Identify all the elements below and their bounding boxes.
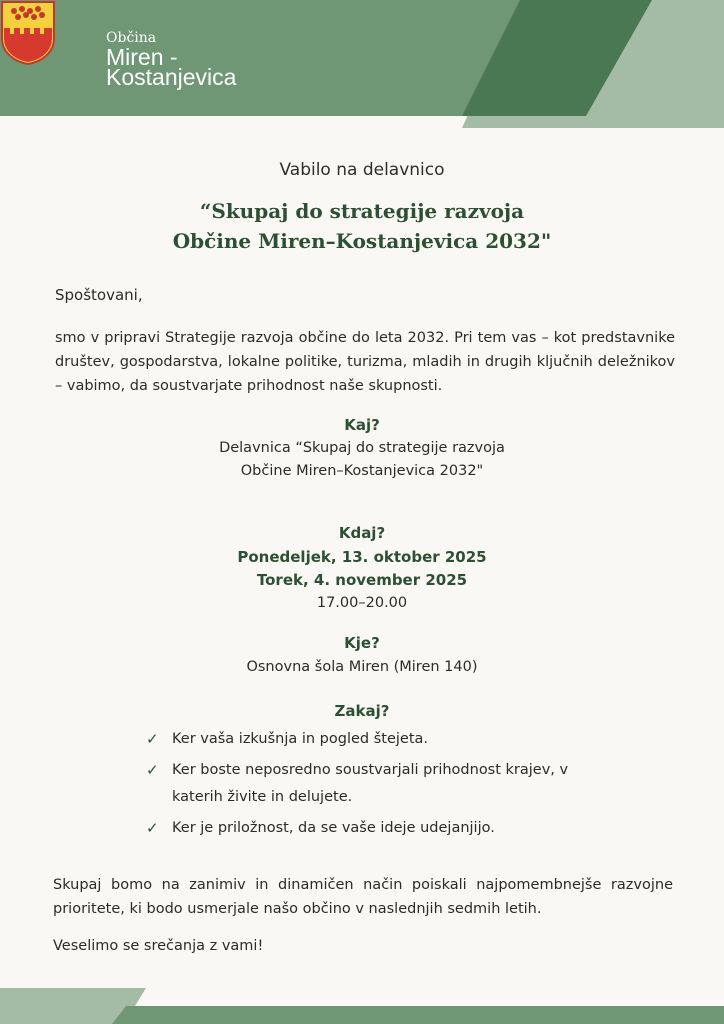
invitation-title [0,196,724,256]
when-heading: Kdaj? [338,524,386,542]
intro-paragraph: smo v pripravi Strategije razvoja občine do leta 2032. Pri tem vas – kot predstavnike društev, gospodarstva, lokalne politike, turizma, mladih in drugih ključnih deležnikov – vabimo, da soustvarjate prihodnost naše skupnosti. [55,330,675,394]
check-icon: ✓ [146,819,159,837]
footer-shapes [0,988,724,1024]
where-place: Osnovna šola Miren (Miren 140) [246,659,478,675]
check-icon: ✓ [146,730,159,748]
title-line2: Občine Miren–Kostanjevica 2032" [172,229,552,253]
list-item [146,815,626,842]
header-banner [0,0,724,128]
greeting: Spoštovani, [55,286,143,304]
reason-text: Ker boste neposredno soustvarjali prihodnost krajev, v katerih živite in delujete. [172,762,569,805]
farewell: Veselimo se srečanja z vami! [53,938,264,954]
coat-of-arms-logo [0,0,56,66]
municipality-name-line1: Miren - [106,44,178,70]
list-item [146,757,612,811]
invitation-subtitle: Vabilo na delavnico [279,160,445,180]
municipality-name-line2: Kostanjevica [106,64,237,90]
when-date1: Ponedeljek, 13. oktober 2025 [237,548,487,566]
check-icon: ✓ [146,761,159,779]
what-line1: Delavnica “Skupaj do strategije razvoja [219,440,505,456]
closing-paragraph: Skupaj bomo na zanimiv in dinamičen način poiskali najpomembnejše razvojne prioritete, ki bodo usmerjale našo občino v naslednjih sedmih letih. [53,877,673,917]
list-item [146,726,626,753]
reason-text: Ker vaša izkušnja in pogled štejeta. [172,731,429,747]
title-line1: “Skupaj do strategije razvoja [199,199,525,223]
why-heading: Zakaj? [334,702,390,720]
municipality-label: Občina [106,30,157,46]
where-heading: Kje? [344,634,380,652]
when-time: 17.00–20.00 [316,595,408,611]
when-date2: Torek, 4. november 2025 [256,571,468,589]
what-heading: Kaj? [344,416,380,434]
what-line2: Občine Miren–Kostanjevica 2032" [240,463,484,479]
reason-text: Ker je priložnost, da se vaše ideje udejanjijo. [172,820,495,836]
reasons-list [146,726,626,846]
